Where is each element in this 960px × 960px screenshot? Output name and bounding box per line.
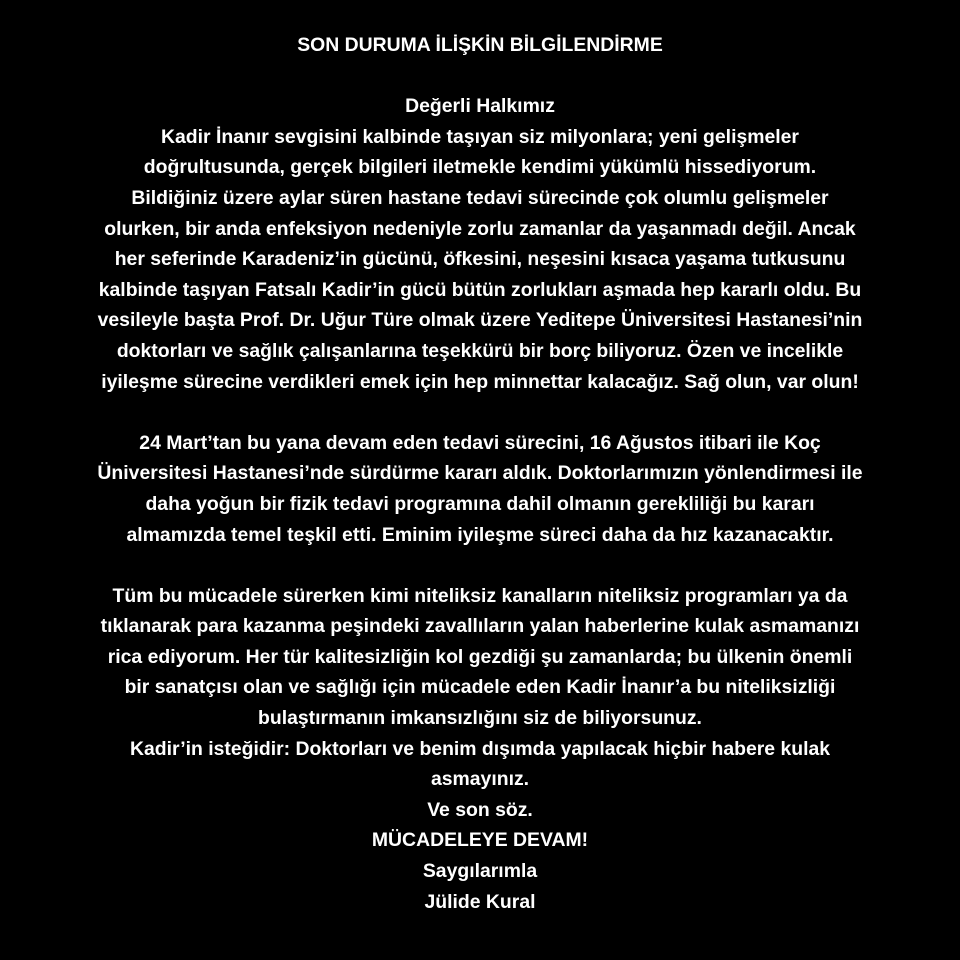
text-line: 24 Mart’tan bu yana devam eden tedavi sürecini, 16 Ağustos itibari ile Koç [139,431,821,454]
document-title: SON DURUMA İLİŞKİN BİLGİLENDİRME [297,34,663,56]
text-line: iyileşme sürecine verdikleri emek için hep minnettar kalacağız. Sağ olun, var olun! [101,370,859,393]
text-line: bulaştırmanın imkansızlığını siz de biliyorsunuz. [258,707,702,730]
text-line: vesileyle başta Prof. Dr. Uğur Türe olmak üzere Yeditepe Üniversitesi Hastanesi’nin [97,309,863,332]
text-line: kalbinde taşıyan Fatsalı Kadir’in gücü bütün zorlukları aşmada hep kararlı oldu. Bu [98,278,862,301]
text-line: Kadir İnanır sevgisini kalbinde taşıyan siz milyonlara; yeni gelişmeler [161,125,799,148]
text-line: her seferinde Karadeniz’in gücünü, öfkesini, neşesini kısaca yaşama tutkusunu [114,248,846,271]
text-line: almamızda temel teşkil etti. Eminim iyileşme süreci daha da hız kazanacaktır. [126,523,834,546]
text-line: Kadir’in isteğidir: Doktorları ve benim dışımda yapılacak hiçbir habere kulak [129,737,831,760]
text-line: asmayınız. [430,768,530,791]
text-line: Tüm bu mücadele sürerken kimi niteliksiz kanalların niteliksiz programları ya da [112,584,848,607]
text-line: bir sanatçısı olan ve sağlığı için mücadele eden Kadir İnanır’a bu niteliksizliği [124,676,836,699]
paragraph-closing-signature [22,581,938,918]
text-line: doğrultusunda, gerçek bilgileri iletmekle kendimi yükümlü hissediyorum. [143,156,817,179]
text-line: doktorları ve sağlık çalışanlarına teşekkürü bir borç biliyoruz. Özen ve incelikle [116,339,844,362]
paragraph-gap [22,397,938,428]
paragraph-gap [22,550,938,581]
text-line: Üniversitesi Hastanesi’nde sürdürme kararı aldık. Doktorlarımızın yönlendirmesi ile [97,462,863,485]
text-line: rica ediyorum. Her tür kalitesizliğin kol gezdiği şu zamanlarda; bu ülkenin önemli [107,645,853,668]
signature-name: Jülide Kural [424,890,536,913]
text-line: daha yoğun bir fizik tedavi programına dahil olmanın gerekliliği bu kararı [145,492,815,515]
text-line: Bildiğiniz üzere aylar süren hastane tedavi sürecinde çok olumlu gelişmeler [131,186,829,209]
paragraph-greeting-thanks [22,91,938,397]
paragraph-gap [22,61,938,92]
text-line: Ve son söz. [427,798,533,821]
text-line: Değerli Halkımız [405,95,555,118]
paragraph-treatment-update [22,428,938,550]
text-line: olurken, bir anda enfeksiyon nedeniyle zorlu zamanlar da yaşanmadı değil. Ancak [104,217,856,240]
text-line: tıklanarak para kazanma peşindeki zavallıların yalan haberlerine kulak asmamanızı [100,615,860,638]
closing-regards: Saygılarımla [422,860,538,883]
announcement-document [0,30,960,917]
closing-slogan: MÜCADELEYE DEVAM! [371,829,589,852]
